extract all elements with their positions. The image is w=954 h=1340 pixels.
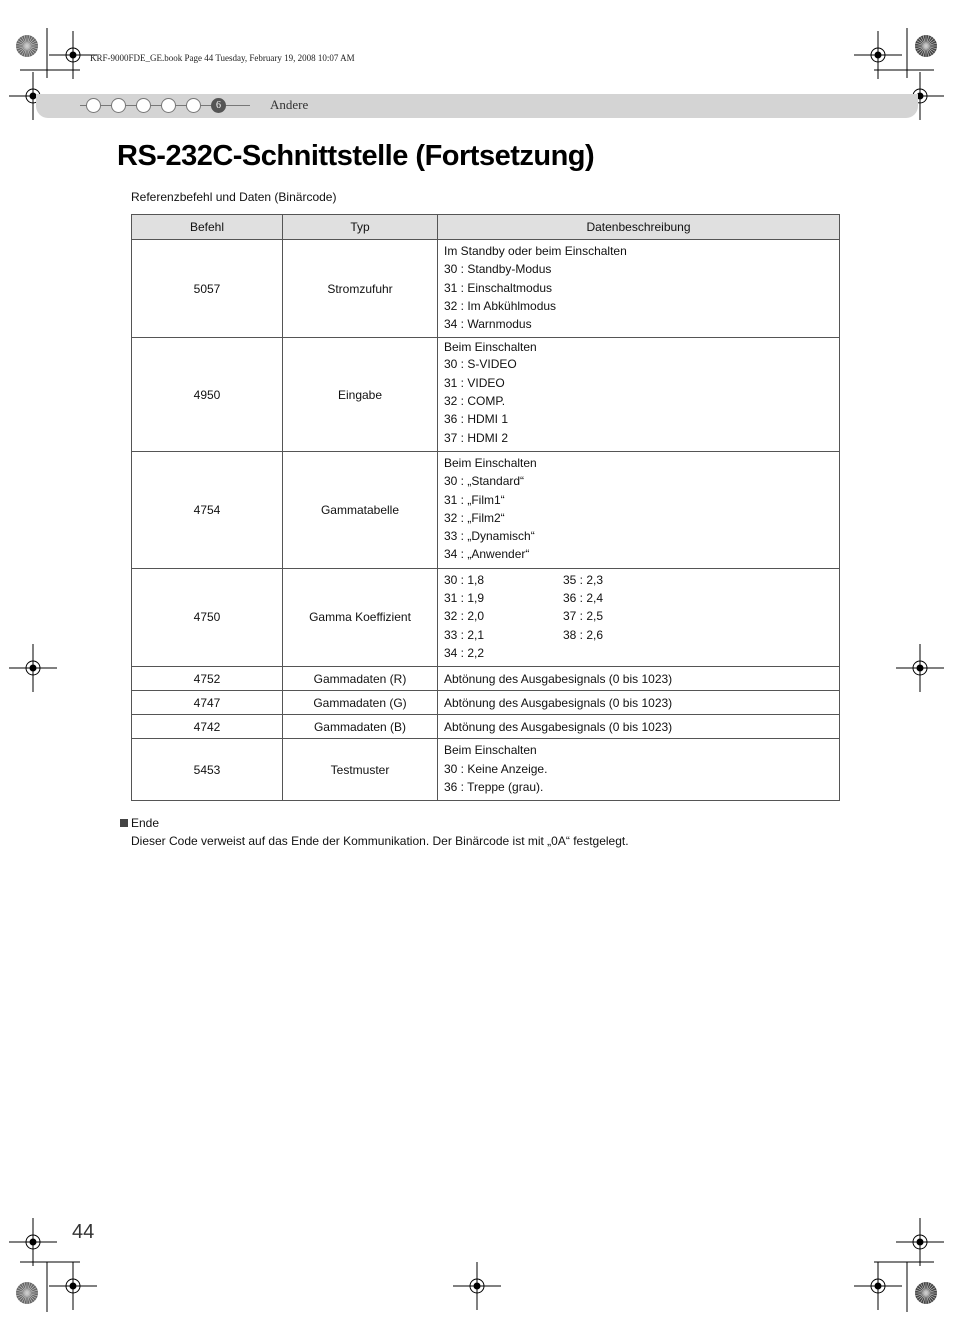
color-rosette-icon — [915, 35, 937, 57]
table-header-row — [132, 215, 840, 240]
description-line: 31 : 1,9 — [444, 591, 485, 606]
reference-table — [131, 214, 840, 801]
end-description: Dieser Code verweist auf das Ende der Kommunikation. Der Binärcode ist mit „0A“ festgelegt. — [131, 834, 629, 848]
color-rosette-icon — [915, 1282, 937, 1304]
type-cell: Gammatabelle — [283, 451, 438, 568]
header-befehl: Befehl — [132, 215, 283, 240]
step-indicator — [186, 98, 201, 113]
crosshair-mark-icon — [896, 1218, 944, 1266]
type-cell: Gammadaten (G) — [283, 691, 438, 715]
description-line: 31 : Einschaltmodus — [444, 280, 553, 295]
step-indicator-active: 6 — [211, 98, 226, 113]
description-line: 30 : S-VIDEO — [444, 357, 517, 372]
description-line: Beim Einschalten — [444, 340, 537, 355]
type-cell: Gammadaten (B) — [283, 715, 438, 739]
command-cell: 4750 — [132, 568, 283, 666]
description-line: 32 : COMP. — [444, 394, 506, 409]
command-cell: 4752 — [132, 667, 283, 691]
gamma-column-b — [563, 571, 682, 662]
description-line: 32 : 2,0 — [444, 609, 485, 624]
description-line: 34 : 2,2 — [444, 645, 485, 660]
description-cell: Abtönung des Ausgabesignals (0 bis 1023) — [438, 691, 840, 715]
command-cell: 4747 — [132, 691, 283, 715]
table-row — [132, 240, 840, 338]
table-caption: Referenzbefehl und Daten (Binärcode) — [131, 190, 337, 204]
description-line: 32 : „Film2“ — [444, 510, 505, 525]
end-heading — [120, 816, 159, 830]
description-line: 37 : HDMI 2 — [444, 430, 509, 445]
page-title: RS-232C-Schnittstelle (Fortsetzung) — [117, 140, 595, 172]
type-cell: Stromzufuhr — [283, 240, 438, 338]
command-cell: 5057 — [132, 240, 283, 338]
description-cell — [438, 240, 840, 338]
command-cell: 5453 — [132, 739, 283, 801]
description-cell: Abtönung des Ausgabesignals (0 bis 1023) — [438, 667, 840, 691]
table-row — [132, 691, 840, 715]
type-cell: Gammadaten (R) — [283, 667, 438, 691]
step-indicator — [111, 98, 126, 113]
description-line: 30 : Standby-Modus — [444, 262, 552, 277]
description-line: 34 : „Anwender“ — [444, 547, 530, 562]
description-line: Beim Einschalten — [444, 743, 537, 758]
description-line: 33 : 2,1 — [444, 627, 485, 642]
description-cell — [438, 568, 840, 666]
table-row — [132, 667, 840, 691]
description-line: Im Standby oder beim Einschalten — [444, 244, 627, 258]
description-cell — [438, 338, 840, 451]
square-bullet-icon — [120, 819, 128, 827]
description-line: 35 : 2,3 — [563, 572, 604, 587]
description-line: 36 : 2,4 — [563, 591, 604, 606]
step-indicator — [86, 98, 101, 113]
description-line: 34 : Warnmodus — [444, 317, 532, 332]
section-label: Andere — [270, 97, 309, 112]
crosshair-mark-icon — [854, 31, 902, 79]
page-number: 44 — [72, 1221, 95, 1243]
description-line: 33 : „Dynamisch“ — [444, 529, 535, 544]
step-indicator — [161, 98, 176, 113]
crosshair-mark-icon — [854, 1262, 902, 1310]
crosshair-mark-icon — [453, 1262, 501, 1310]
description-line: 36 : HDMI 1 — [444, 412, 509, 427]
header-datenbeschreibung: Datenbeschreibung — [438, 215, 840, 240]
description-line: 30 : Keine Anzeige. — [444, 761, 548, 776]
description-line: 37 : 2,5 — [563, 609, 604, 624]
type-cell: Gamma Koeffizient — [283, 568, 438, 666]
color-rosette-icon — [16, 1282, 38, 1304]
color-rosette-icon — [16, 35, 38, 57]
type-cell: Eingabe — [283, 338, 438, 451]
step-indicator — [136, 98, 151, 113]
table-row — [132, 715, 840, 739]
command-cell: 4950 — [132, 338, 283, 451]
description-line: Beim Einschalten — [444, 455, 537, 470]
description-line: 30 : „Standard“ — [444, 474, 525, 489]
table-row — [132, 338, 840, 451]
description-line: 31 : VIDEO — [444, 375, 505, 390]
end-heading-label: Ende — [131, 816, 160, 830]
description-line: 31 : „Film1“ — [444, 492, 505, 507]
description-cell: Abtönung des Ausgabesignals (0 bis 1023) — [438, 715, 840, 739]
header-typ: Typ — [283, 215, 438, 240]
command-cell: 4754 — [132, 451, 283, 568]
table-row — [132, 568, 840, 666]
description-cell — [438, 739, 840, 801]
description-cell — [438, 451, 840, 568]
crosshair-mark-icon — [49, 1262, 97, 1310]
crosshair-mark-icon — [9, 644, 57, 692]
command-cell: 4742 — [132, 715, 283, 739]
description-line: 36 : Treppe (grau). — [444, 779, 544, 794]
table-row — [132, 451, 840, 568]
section-header-bar — [36, 94, 918, 118]
description-line: 30 : 1,8 — [444, 572, 485, 587]
crosshair-mark-icon — [9, 1218, 57, 1266]
description-line: 32 : Im Abkühlmodus — [444, 298, 557, 313]
gamma-column-a — [444, 571, 563, 662]
gamma-value-columns — [444, 571, 833, 662]
print-info: KRF-9000FDE_GE.book Page 44 Tuesday, February 19, 2008 10:07 AM — [90, 53, 355, 63]
description-line: 38 : 2,6 — [563, 627, 604, 642]
type-cell: Testmuster — [283, 739, 438, 801]
crosshair-mark-icon — [896, 644, 944, 692]
table-row — [132, 739, 840, 801]
